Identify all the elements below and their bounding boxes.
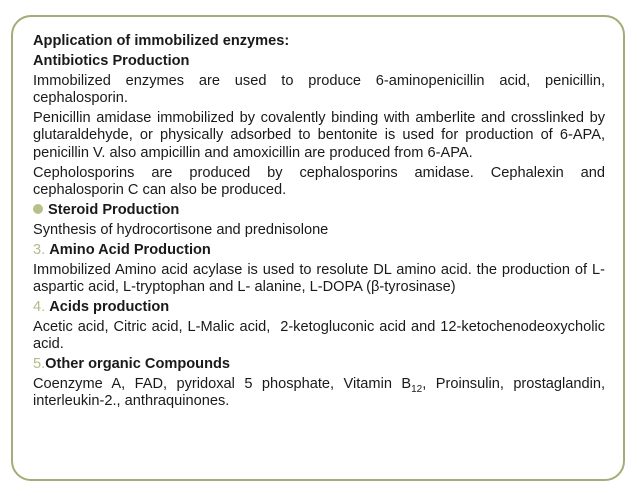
slide-content xyxy=(33,33,610,413)
amino-text: Immobilized Amino acid acylase is used to resolute DL amino acid. the production of L-aspartic acid, L-tryptophan and L- alanine, L-DOPA (β-tyrosinase) xyxy=(33,261,605,296)
organic-heading: Other organic Compounds xyxy=(45,356,231,373)
antibiotics-paragraph-3: Cepholosporins are produced by cephalosporins amidase. Cephalexin and cephalosporin C can also be produced. xyxy=(33,164,605,198)
vitamin-subscript: 12 xyxy=(411,384,423,396)
acids-heading-line xyxy=(33,299,605,316)
acids-number: 4. xyxy=(33,299,46,316)
amino-heading-line xyxy=(33,242,605,259)
organic-number: 5. xyxy=(33,356,46,373)
acids-heading: Acids production xyxy=(49,299,170,316)
organic-text-before: Coenzyme A, FAD, pyridoxal 5 phosphate, Vitamin B xyxy=(33,376,412,393)
bullet-dot-icon xyxy=(33,204,43,214)
antibiotics-heading: Antibiotics Production xyxy=(33,53,190,69)
steroid-heading: Steroid Production xyxy=(48,201,180,218)
organic-heading-line xyxy=(33,356,605,373)
amino-number: 3. xyxy=(33,241,46,258)
amino-heading: Amino Acid Production xyxy=(49,241,211,258)
acids-text: Acetic acid, Citric acid, L-Malic acid, 2-ketogluconic acid and 12-ketochenodeoxycholic acid. xyxy=(33,319,610,353)
organic-text-after: , Proinsulin, prostaglandin, interleukin-2., anthraquinones. xyxy=(33,376,605,410)
antibiotics-paragraph-1: Immobilized enzymes are used to produce 6-aminopenicillin acid, penicillin, cephalosporin. xyxy=(33,73,605,107)
steroid-heading-line xyxy=(33,202,605,219)
antibiotics-paragraph-2: Penicillin amidase immobilized by covalently binding with amberlite and crosslinked by glutaraldehyde, or physically adsorbed to bentonite is used for production of 6-APA, penicillin V. also ampicillin and amoxicillin are produced from 6-APA. xyxy=(33,110,605,161)
slide-title: Application of immobilized enzymes: xyxy=(33,33,290,49)
organic-text xyxy=(33,376,605,410)
steroid-text: Synthesis of hydrocortisone and prednisolone xyxy=(33,221,329,238)
